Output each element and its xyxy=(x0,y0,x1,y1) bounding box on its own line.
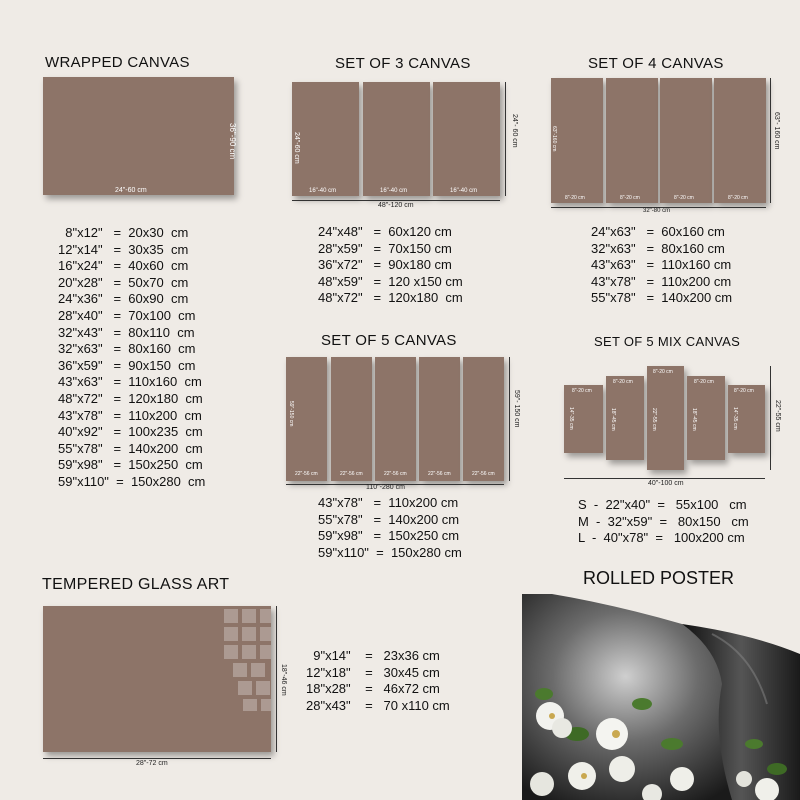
set5mix-total-height-line xyxy=(770,366,771,470)
set5mix-center-height-label: 22"-55 cm xyxy=(651,408,657,431)
set3-total-width-line xyxy=(292,200,500,201)
size-row: 43"x78" = 110x200 cm xyxy=(58,407,202,423)
wrapped-canvas-panel xyxy=(43,77,237,195)
size-row: 48"x72" = 120x180 cm xyxy=(318,290,463,306)
poster-title: ROLLED POSTER xyxy=(583,568,735,588)
wrapped-size-list xyxy=(58,225,205,491)
set4-panel-width-label: 8"-20 cm xyxy=(620,195,640,201)
set5mix-mid-height-label: 18"-45 cm xyxy=(691,408,697,431)
set5-panel-2 xyxy=(331,357,372,481)
size-row: 59"x110" = 150x280 cm xyxy=(318,544,462,560)
wrapped-canvas-title: WRAPPED CANVAS xyxy=(45,54,190,71)
set5-panel-height-label: 59"-150 cm xyxy=(288,401,294,427)
set4-panel-width-label: 8"-20 cm xyxy=(565,195,585,201)
set5-panel-5 xyxy=(463,357,504,481)
size-row: 24"x63" = 60x160 cm xyxy=(591,224,725,239)
set4-total-height-label: 63"- 160 cm xyxy=(773,112,780,150)
size-row: 55"x78" = 140x200 cm xyxy=(591,290,733,306)
set4-total-height-line xyxy=(770,78,771,203)
size-row: 32"x63" = 80x160 cm xyxy=(591,240,725,256)
set5-panel-width-label: 22"-56 cm xyxy=(428,471,451,477)
size-row: 48"x59" = 120 x150 cm xyxy=(318,273,463,289)
size-row: 24"x48" = 60x120 cm xyxy=(318,224,452,239)
set5mix-total-height-label: 22"-55 cm xyxy=(774,400,781,432)
set5-total-height-label: 59"- 150 cm xyxy=(513,390,520,428)
size-row: 12"x14" = 30x35 cm xyxy=(58,241,189,257)
size-row: 43"x63" = 110x160 cm xyxy=(58,374,202,390)
set5-title: SET OF 5 CANVAS xyxy=(321,332,457,349)
size-row: 59"x110" = 150x280 cm xyxy=(58,473,206,489)
set3-panel-width-label: 16"-40 cm xyxy=(309,188,337,194)
size-row: 12"x18" = 30x45 cm xyxy=(306,664,440,680)
size-row: 20"x28" = 50x70 cm xyxy=(58,274,189,290)
size-row: M - 32"x59" = 80x150 cm xyxy=(578,513,749,529)
set5mix-size-list xyxy=(578,497,749,547)
set5mix-outer-height-label: 14"-35 cm xyxy=(568,407,574,430)
glass-panel xyxy=(43,606,271,752)
set3-title: SET OF 3 CANVAS xyxy=(335,55,471,72)
set5mix-panel-5 xyxy=(728,385,765,453)
size-row: S - 22"x40" = 55x100 cm xyxy=(578,497,747,512)
size-row: 59"x98" = 150x250 cm xyxy=(318,528,460,544)
set5mix-title: SET OF 5 MIX CANVAS xyxy=(594,334,741,349)
set5mix-panel-1 xyxy=(564,385,603,453)
size-row: 43"x63" = 110x160 cm xyxy=(591,257,732,273)
size-row: 9"x14" = 23x36 cm xyxy=(306,648,440,663)
glass-title: TEMPERED GLASS ART xyxy=(42,576,230,593)
set5mix-mid-height-label: 18"-45 cm xyxy=(610,408,616,431)
glass-height-line xyxy=(276,606,277,752)
set3-panel-width-label: 16"-40 cm xyxy=(380,188,408,194)
size-row: 32"x63" = 80x160 cm xyxy=(58,341,196,357)
glass-height-label: 18"-46 cm xyxy=(280,664,287,696)
set5mix-panel-4 xyxy=(687,376,725,460)
set4-title: SET OF 4 CANVAS xyxy=(588,55,724,72)
set5mix-total-width-label: 40"-100 cm xyxy=(648,480,684,487)
set3-total-height-line xyxy=(505,82,506,196)
glass-size-list xyxy=(306,648,450,714)
set3-panel-height-label: 24"-60 cm xyxy=(293,132,300,164)
set4-total-width-label: 32"-80 cm xyxy=(643,208,671,214)
size-row: 28"x43" = 70 x110 cm xyxy=(306,697,450,713)
glass-width-line xyxy=(43,758,271,759)
set4-panel-height-label: 63"-160 cm xyxy=(551,126,557,152)
set3-panel-width-label: 16"-40 cm xyxy=(450,188,478,194)
set5mix-mid-width-label: 8"-20 cm xyxy=(694,379,714,385)
set3-panel-3 xyxy=(433,82,500,196)
set5-total-height-line xyxy=(509,357,510,481)
size-row: L - 40"x78" = 100x200 cm xyxy=(578,530,745,546)
size-row: 55"x78" = 140x200 cm xyxy=(318,511,460,527)
size-row: 18"x28" = 46x72 cm xyxy=(306,681,440,697)
size-row: 16"x24" = 40x60 cm xyxy=(58,258,189,274)
size-row: 36"x59" = 90x150 cm xyxy=(58,357,196,373)
set4-panel-3 xyxy=(660,78,712,203)
set3-panel-2 xyxy=(363,82,430,196)
set4-panel-2 xyxy=(606,78,658,203)
size-row: 55"x78" = 140x200 cm xyxy=(58,440,203,456)
set5mix-outer-width-label: 8"-20 cm xyxy=(572,388,592,394)
set5mix-outer-height-label: 14"-35 cm xyxy=(732,407,738,430)
set3-total-width-label: 48"-120 cm xyxy=(378,202,414,209)
set3-size-list xyxy=(318,224,463,307)
glass-reflection-grid xyxy=(43,606,271,752)
set5-panel-width-label: 22"-56 cm xyxy=(340,471,363,477)
set5mix-mid-width-label: 8"-20 cm xyxy=(613,379,633,385)
set4-panel-width-label: 8"-20 cm xyxy=(674,195,694,201)
set5mix-panel-2 xyxy=(606,376,644,460)
size-row: 28"x40" = 70x100 cm xyxy=(58,307,196,323)
set5-panel-1 xyxy=(286,357,327,481)
set3-panel-1 xyxy=(292,82,359,196)
size-row: 43"x78" = 110x200 cm xyxy=(318,495,459,510)
set4-panel-1 xyxy=(551,78,603,203)
wrapped-height-label: 36"-90 cm xyxy=(228,123,237,160)
set5mix-outer-width-label: 8"-20 cm xyxy=(734,388,754,394)
size-row: 48"x72" = 120x180 cm xyxy=(58,390,203,406)
set3-total-height-label: 24"- 60 cm xyxy=(511,114,518,148)
size-row: 8"x12" = 20x30 cm xyxy=(58,225,189,240)
set5-panel-width-label: 22"-56 cm xyxy=(384,471,407,477)
set4-panel-4 xyxy=(714,78,766,203)
set5mix-center-width-label: 8"-20 cm xyxy=(653,369,673,375)
set5-panel-4 xyxy=(419,357,460,481)
size-row: 36"x72" = 90x180 cm xyxy=(318,257,452,273)
size-row: 24"x36" = 60x90 cm xyxy=(58,291,189,307)
size-row: 32"x43" = 80x110 cm xyxy=(58,324,195,340)
wrapped-width-label: 24"-60 cm xyxy=(115,187,147,194)
rolled-poster-image xyxy=(522,594,800,800)
size-row: 59"x98" = 150x250 cm xyxy=(58,457,203,473)
set5mix-panel-3 xyxy=(647,366,684,470)
set5-panel-3 xyxy=(375,357,416,481)
set5-size-list xyxy=(318,495,462,561)
set5-total-width-label: 110"-280 cm xyxy=(366,484,405,491)
size-row: 28"x59" = 70x150 cm xyxy=(318,240,452,256)
set5mix-total-width-line xyxy=(564,478,765,479)
set4-size-list xyxy=(591,224,732,307)
size-row: 40"x92" = 100x235 cm xyxy=(58,424,203,440)
size-row: 43"x78" = 110x200 cm xyxy=(591,273,732,289)
set5-panel-width-label: 22"-56 cm xyxy=(295,471,318,477)
set4-panel-width-label: 8"-20 cm xyxy=(728,195,748,201)
set5-panel-width-label: 22"-56 cm xyxy=(472,471,495,477)
glass-width-label: 28"-72 cm xyxy=(136,760,168,767)
